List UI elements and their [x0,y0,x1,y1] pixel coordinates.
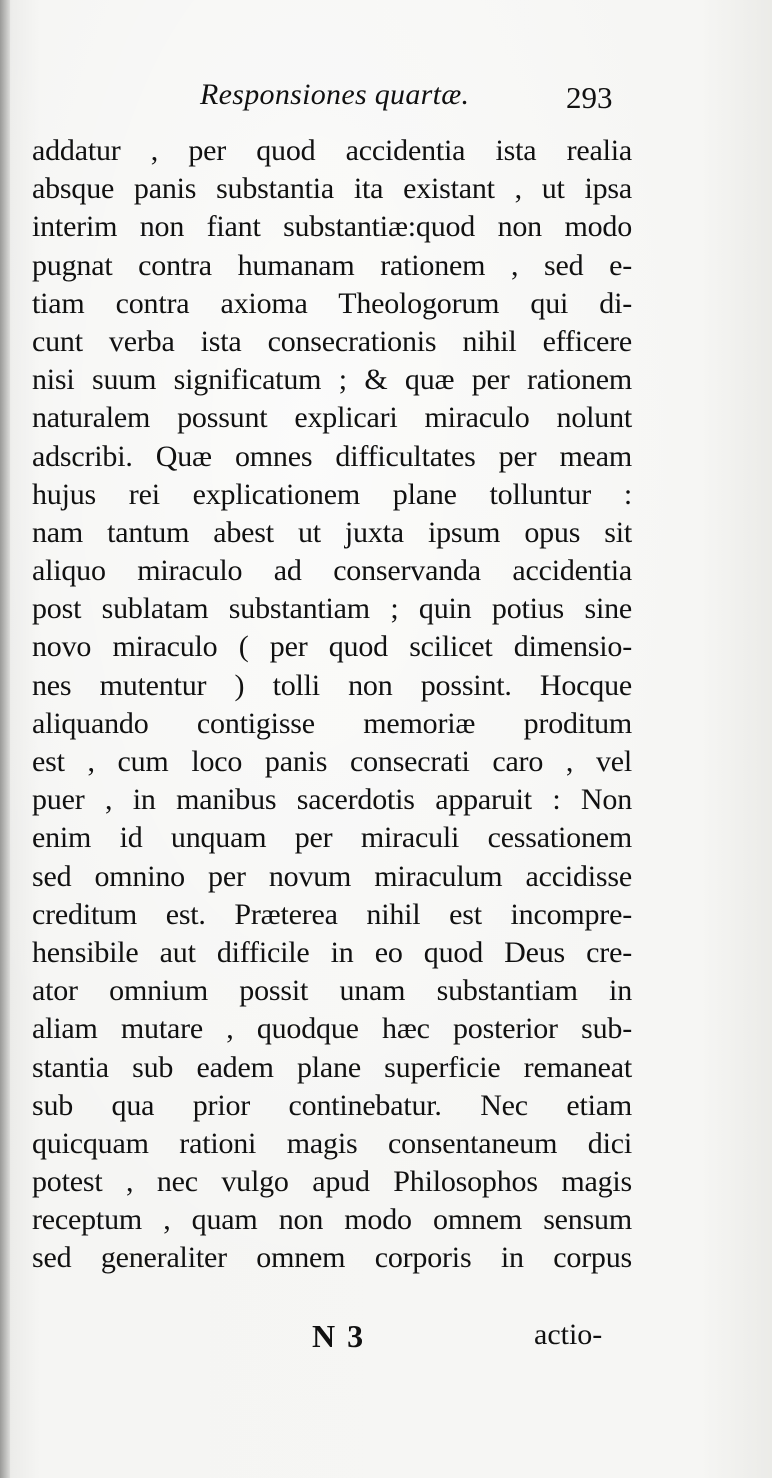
page-gutter-shadow [0,0,10,1478]
text-line: receptum , quam non modo omnem sensum [32,1203,632,1237]
text-line: quicquam rationi magis consentaneum dici [32,1126,632,1160]
text-line: nisi suum significatum ; & quæ per rationem [32,363,632,397]
text-line: sub qua prior continebatur. Nec etiam [32,1088,632,1122]
text-line: aliquo miraculo ad conservanda accidentia [32,554,632,588]
text-line: novo miraculo ( per quod scilicet dimensio- [32,630,632,664]
text-line: naturalem possunt explicari miraculo nolunt [32,401,632,435]
text-line: aliam mutare , quodque hæc posterior sub- [32,1012,632,1046]
signature-mark: N 3 [312,1318,366,1354]
text-line: nam tantum abest ut juxta ipsum opus sit [32,515,632,549]
text-line: nes mutentur ) tolli non possint. Hocque [32,668,632,702]
text-line: pugnat contra humanam rationem , sed e- [32,248,632,282]
text-line: enim id unquam per miraculi cessationem [32,821,632,855]
text-line: puer , in manibus sacerdotis apparuit : Non [32,783,632,817]
text-line: aliquando contigisse memoriæ proditum [32,706,632,740]
text-line: interim non fiant substantiæ:quod non modo [32,210,632,244]
catchword: actio- [534,1318,603,1351]
text-line: post sublatam substantiam ; quin potius sine [32,592,632,626]
body-text [32,132,632,1278]
page-header [0,78,772,128]
text-line: ator omnium possit unam substantiam in [32,974,632,1008]
text-line: hujus rei explicationem plane tolluntur : [32,477,632,511]
page-footer [0,1318,772,1358]
text-line: creditum est. Præterea nihil est incompre- [32,897,632,931]
text-line: absque panis substantia ita existant , ut ipsa [32,172,632,206]
text-line: sed omnino per novum miraculum accidisse [32,859,632,893]
text-line: est , cum loco panis consecrati caro , vel [32,745,632,778]
text-line: sed generaliter omnem corporis in corpus [32,1241,632,1275]
page-number: 293 [566,80,613,115]
text-line: potest , nec vulgo apud Philosophos magis [32,1165,632,1199]
text-line: adscribi. Quæ omnes difficultates per meam [32,439,632,473]
text-line: cunt verba ista consecrationis nihil efficere [32,324,632,358]
text-line: addatur , per quod accidentia ista realia [32,134,632,167]
running-title: Responsiones quartæ. [200,78,470,111]
text-line: hensibile aut difficile in eo quod Deus cre- [32,935,632,969]
text-line: stantia sub eadem plane superficie remaneat [32,1050,632,1084]
text-line: tiam contra axioma Theologorum qui di- [32,286,632,320]
